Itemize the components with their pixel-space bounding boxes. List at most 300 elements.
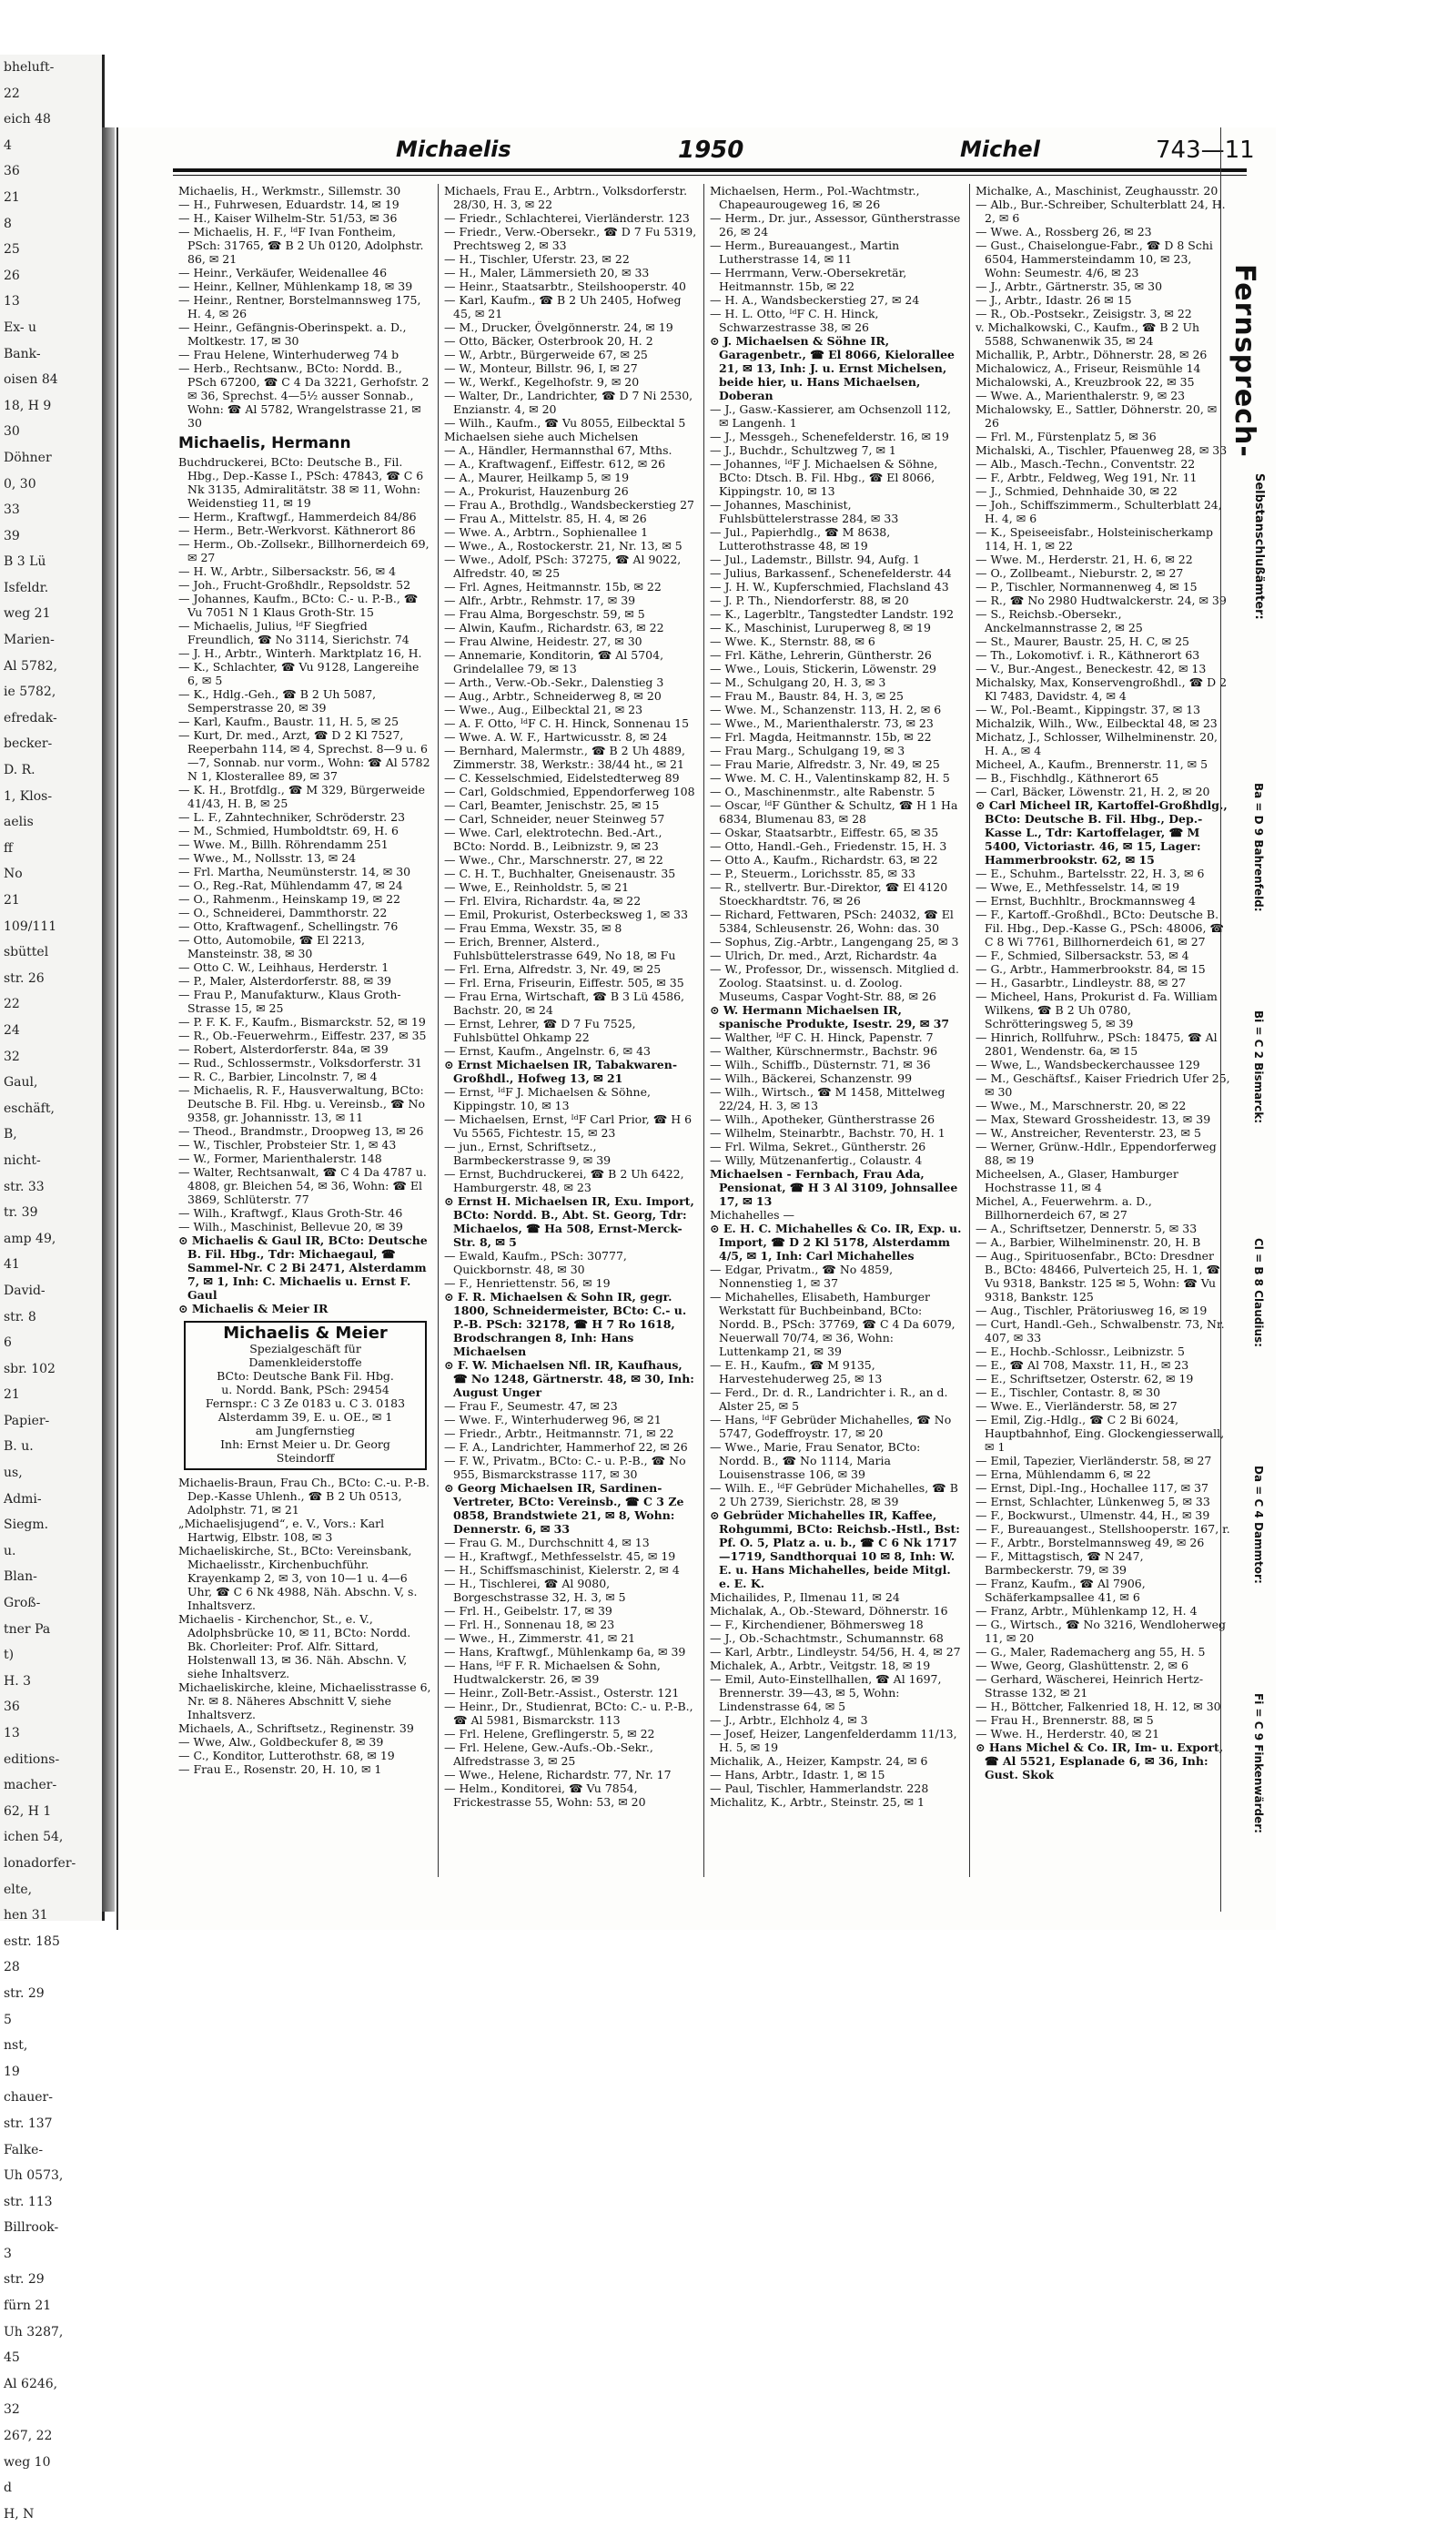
directory-entry: — Wwe., Marie, Frau Senator, BCto: Nordd. B., ☎ No 1114, Maria Louisenstrasse 106, ✉ 39 xyxy=(710,1440,921,1481)
left-page-text-fragment: str. 33 xyxy=(4,1179,45,1194)
directory-entry: — E., Schriftsetzer, Osterstr. 62, ✉ 19 xyxy=(976,1372,1194,1385)
directory-page xyxy=(116,127,1276,1930)
directory-entry: — Otto C. W., Leihhaus, Herderstr. 1 xyxy=(178,960,389,974)
directory-entry: — W., Professor, Dr., wissensch. Mitglied d. Zoolog. Staatsinst. u. d. Zoolog. Museums, Caspar Voght-Str. 88, ✉ 26 xyxy=(710,962,959,1003)
directory-entry: — Joh., Schiffszimmerm., Schulterblatt 24, H. 4, ✉ 6 xyxy=(976,498,1222,525)
advertisement-box xyxy=(184,1321,427,1470)
left-page-text-fragment: eschäft, xyxy=(4,1101,55,1116)
directory-entry: — Annemarie, Konditorin, ☎ Al 5704, Grindelallee 79, ✉ 13 xyxy=(444,648,664,675)
directory-entry: — O., Maschinenmstr., alte Rabenstr. 5 xyxy=(710,785,935,798)
directory-entry: — H. A., Wandsbeckerstieg 27, ✉ 24 xyxy=(710,293,920,307)
directory-entry: — K., Speiseeisfabr., Holsteinischerkamp 114, H. 1, ✉ 22 xyxy=(976,525,1213,553)
directory-entry: — C. Kesselschmied, Eidelstedterweg 89 xyxy=(444,771,680,785)
directory-entry: — Wwe. M., Schanzenstr. 113, H. 2, ✉ 6 xyxy=(710,703,942,716)
directory-entry: — K., Lagerbltr., Tangstedter Landstr. 192 xyxy=(710,607,955,621)
directory-entry: — Carl, Beamter, Jenischstr. 25, ✉ 15 xyxy=(444,798,660,812)
directory-entry: — G., Arbtr., Hammerbrookstr. 84, ✉ 15 xyxy=(976,962,1206,976)
left-page-text-fragment: 0, 30 xyxy=(4,476,36,492)
directory-entry: — F., Kartoff.-Großhdl., BCto: Deutsche B. Fil. Hbg., Dep.-Kasse G., PSch: 48006, ☎ C 8 Wi 7761, Billhornerdeich 61, ✉ 27 xyxy=(976,908,1225,949)
exchange-entry: Da = C 4 Dammtor: xyxy=(1252,1466,1265,1584)
directory-entry: Michalowski, A., Kreuzbrook 22, ✉ 35 xyxy=(976,375,1195,389)
directory-entry: — Heinr., Dr., Studienrat, BCto: C.- u. P.-B., ☎ Al 5981, Bismarckstr. 113 xyxy=(444,1700,693,1727)
directory-entry: Michalzik, Wilh., Ww., Eilbecktal 48, ✉ 23 xyxy=(976,716,1218,730)
left-page-text-fragment: Bank- xyxy=(4,346,41,361)
firm-entry: ⊙ J. Michaelsen & Söhne IR, Garagenbetr., ☎ El 8066, Kieloralleе 21, ✉ 13, Inh: J. u. Ernst Michelsen, beide hier, u. Hans Michaelsen, Doberan xyxy=(710,334,955,402)
directory-entry: — Ernst, Dipl.-Ing., Hochallee 117, ✉ 37 xyxy=(976,1481,1208,1495)
directory-entry: — Carl, Goldschmied, Eppendorferweg 108 xyxy=(444,785,695,798)
directory-entry: — Wwe, Georg, Glashüttenstr. 2, ✉ 6 xyxy=(976,1659,1188,1672)
directory-entry: — J., Arbtr., Gärtnerstr. 35, ✉ 30 xyxy=(976,279,1163,293)
directory-entry: — H. W., Arbtr., Silbersackstr. 56, ✉ 4 xyxy=(178,564,397,578)
directory-entry: — Paul, Tischler, Hammerlandstr. 228 xyxy=(710,1781,929,1795)
left-page-text-fragment: Uh 0573, xyxy=(4,2168,64,2184)
left-page-text-fragment: Groß- xyxy=(4,1596,41,1611)
directory-entry: — Otto A., Kaufm., Richardstr. 63, ✉ 22 xyxy=(710,853,938,867)
left-page-text-fragment: 21 xyxy=(4,189,20,205)
left-page-text-fragment: 22 xyxy=(4,86,20,101)
directory-entry: — Wwe. F., Winterhuderweg 96, ✉ 21 xyxy=(444,1413,662,1426)
directory-entry: — Wwe. M. C. H., Valentinskamp 82, H. 5 xyxy=(710,771,950,785)
left-page-text-fragment: 109/111 xyxy=(4,918,57,934)
directory-entry: — Wwe, E., Reinholdstr. 5, ✉ 21 xyxy=(444,880,630,894)
directory-entry: — Wwe, Alw., Goldbeckufer 8, ✉ 39 xyxy=(178,1735,384,1749)
directory-entry: Michahelles — xyxy=(710,1208,795,1222)
firm-entry: ⊙ Ernst H. Michaelsen IR, Exu. Import, BCto: Nordd. B., Abt. St. Georg, Tdr: Michaelos, ☎ Ha 508, Ernst-Merck-Str. 8, ✉ 5 xyxy=(444,1194,694,1249)
left-page-text-fragment: 33 xyxy=(4,502,20,518)
directory-entry: — A., Barbier, Wilhelminenstr. 20, H. B xyxy=(976,1235,1201,1249)
left-page-text-fragment: ff xyxy=(4,840,13,856)
directory-entry: — Wilh., Apotheker, Güntherstrasse 26 xyxy=(710,1112,935,1126)
directory-entry: — A., Händler, Hermannsthal 67, Mths. xyxy=(444,443,672,457)
left-page-text-fragment: efredak- xyxy=(4,710,57,726)
left-page-text-fragment: 22 xyxy=(4,997,20,1012)
directory-entry: — Wilh. E., ᴵᵈF Gebrüder Michahelles, ☎ B 2 Uh 2739, Sierichstr. 28, ✉ 39 xyxy=(710,1481,958,1508)
directory-entry: — Bernhard, Malermstr., ☎ B 2 Uh 4889, Zimmerstr. 38, Werkstr.: 38/44 ht., ✉ 21 xyxy=(444,744,685,771)
directory-entry: — Wwe. A., Rossberg 26, ✉ 23 xyxy=(976,225,1152,238)
directory-entry: — Karl, Kaufm., ☎ B 2 Uh 2405, Hofweg 45, ✉ 21 xyxy=(444,293,682,320)
directory-entry: — Curt, Handl.-Geh., Schwalbenstr. 73, Nr. 407, ✉ 33 xyxy=(976,1317,1225,1345)
left-page-text-fragment: 13 xyxy=(4,294,20,310)
left-page-text-fragment: No xyxy=(4,867,23,882)
legend-title: Fernsprech- xyxy=(1228,264,1260,458)
left-page-text-fragment: nst, xyxy=(4,2038,28,2054)
running-head xyxy=(118,137,1276,173)
running-head-right: Michel xyxy=(960,137,1040,162)
left-page-text-fragment: editions- xyxy=(4,1751,60,1767)
directory-entry: — Karl, Kaufm., Baustr. 11, H. 5, ✉ 25 xyxy=(178,715,399,728)
running-head-pages: 743—11 xyxy=(1156,137,1255,164)
left-page-text-fragment: 19 xyxy=(4,2064,20,2079)
left-page-text-fragment: Isfeldr. xyxy=(4,580,49,595)
directory-entry: — Gust., Chaiselongue-Fabr., ☎ D 8 Schi 6504, Hammersteindamm 10, ✉ 23, Wohn: Seumestr. 4/6, ✉ 23 xyxy=(976,238,1213,279)
left-page-text-fragment: 39 xyxy=(4,528,20,543)
directory-entry: — Johannes, Maschinist, Fuhlsbüttelerstrasse 284, ✉ 33 xyxy=(710,498,899,525)
directory-entry: — Erich, Brenner, Alsterd., Fuhlsbüttelerstrasse 649, No 18, ✉ Fu xyxy=(444,935,676,962)
left-page-text-fragment: 1, Klos- xyxy=(4,788,53,804)
left-page-text-fragment: 5 xyxy=(4,2012,12,2027)
directory-entry: — Frau G. M., Durchschnitt 4, ✉ 13 xyxy=(444,1536,650,1549)
directory-entry: — Alfr., Arbtr., Rehmstr. 17, ✉ 39 xyxy=(444,594,636,607)
directory-entry: — Frau Marg., Schulgang 19, ✉ 3 xyxy=(710,744,905,757)
directory-entry: — Walter, Dr., Landrichter, ☎ D 7 Ni 2530, Enzianstr. 4, ✉ 20 xyxy=(444,389,693,416)
left-page-text-fragment: tner Pa xyxy=(4,1621,51,1637)
left-page-text-fragment: 36 xyxy=(4,164,20,179)
directory-entry: — K., Schlachter, ☎ Vu 9128, Langereihe 6, ✉ 5 xyxy=(178,660,420,687)
left-page-text-fragment: amp 49, xyxy=(4,1231,56,1246)
directory-entry: — R., stellvertr. Bur.-Direktor, ☎ El 4120 Stoeckhardtstr. 76, ✉ 26 xyxy=(710,880,948,908)
left-page-text-fragment: eich 48 xyxy=(4,112,51,127)
directory-entry: — S., Reichsb.-Obersekr., Anckelmannstrasse 2, ✉ 25 xyxy=(976,607,1143,634)
firm-entry: ⊙ Gebrüder Michahelles IR, Kaffee, Rohgummi, BCto: Reichsb.-Hstl., Bst: Pf. O. 5, Platz a. u. b., ☎ C 6 Nk 1717—1719, Sandthorquai 10 ✉ 8, Inh: W. E. u. Hans Michahelles, beide Mitgl. e. E. K. xyxy=(710,1508,960,1590)
directory-entry: — Gerhard, Wäscherei, Heinrich Hertz-Strasse 132, ✉ 21 xyxy=(976,1672,1204,1700)
directory-entry: — Wilh., Wirtsch., ☎ M 1458, Mittelweg 22/24, H. 3, ✉ 13 xyxy=(710,1085,945,1112)
directory-entry: — Frau A., Mittelstr. 85, H. 4, ✉ 26 xyxy=(444,512,647,525)
directory-entry: — Helm., Konditorei, ☎ Vu 7854, Frickestrasse 55, Wohn: 53, ✉ 20 xyxy=(444,1781,646,1809)
directory-entry: — H., Kraftwgf., Methfesselstr. 45, ✉ 19 xyxy=(444,1549,676,1563)
left-page-text-fragment: becker- xyxy=(4,736,53,752)
directory-entry: — Michahelles, Elisabeth, Hamburger Werkstatt für Buchbeinband, BCto: Nordd. B., PSch: 37769, ☎ C 4 Da 6079, Neuerwall 70/74, ✉ 36, Wohn: Luttenkamp 21, ✉ 39 xyxy=(710,1290,956,1358)
directory-entry: — Wwe. M., Herderstr. 21, H. 6, ✉ 22 xyxy=(976,553,1193,566)
directory-entry: Michalowsky, E., Sattler, Döhnerstr. 20, ✉ 26 xyxy=(976,402,1218,430)
directory-entry: — Herm., Bureauangest., Martin Lutherstrasse 14, ✉ 11 xyxy=(710,238,900,266)
left-page-text-fragment: Gaul, xyxy=(4,1075,38,1091)
left-page-text-fragment: 21 xyxy=(4,893,20,908)
left-page-text-fragment: Admi- xyxy=(4,1491,42,1507)
directory-entry: — Wwe. A., Marienthalerstr. 9, ✉ 23 xyxy=(976,389,1186,402)
directory-entry: — Wwe. A., Arbtrn., Sophienallee 1 xyxy=(444,525,649,539)
directory-entry: — Emil, Tapezier, Vierländerstr. 58, ✉ 27 xyxy=(976,1454,1212,1467)
left-page-text-fragment: str. 137 xyxy=(4,2116,53,2131)
left-page-text-fragment: 26 xyxy=(4,268,20,283)
column-4 xyxy=(970,184,1236,1877)
directory-entry: — M., Drucker, Övelgönnerstr. 24, ✉ 19 xyxy=(444,320,673,334)
directory-entry: Michaelsen, Herm., Pol.-Wachtmstr., Chapeaurougeweg 16, ✉ 26 xyxy=(710,184,920,211)
left-page-text-fragment: D. R. xyxy=(4,763,35,778)
directory-entry: — F., Arbtr., Borstelmannsweg 49, ✉ 26 xyxy=(976,1536,1205,1549)
directory-entry: — F., Schmied, Silbersackstr. 53, ✉ 4 xyxy=(976,949,1189,962)
directory-entry: Michaelis - Kirchenchor, St., e. V., Adolphsbrücke 10, ✉ 11, BCto: Nordd. Bk. Chorleiter: Prof. Alfr. Sittard, Holstenwall 13, ✉ 36. Näh. Abschn. V, siehe Inhaltsverz. xyxy=(178,1612,411,1680)
left-page-text-fragment: fürn 21 xyxy=(4,2299,52,2314)
directory-entry: — Ewald, Kaufm., PSch: 30777, Quickbornstr. 48, ✉ 30 xyxy=(444,1249,627,1276)
firm-entry: ⊙ Michaelis & Meier IR xyxy=(178,1302,329,1315)
directory-entry: — Frau Alma, Borgeschstr. 59, ✉ 5 xyxy=(444,607,645,621)
directory-entry: — Ernst, Buchdruckerei, ☎ B 2 Uh 6422, Hamburgerstr. 48, ✉ 23 xyxy=(444,1167,684,1194)
directory-entry: — Heinr., Kellner, Mühlenkamp 18, ✉ 39 xyxy=(178,279,413,293)
left-page-text-fragment: Al 5782, xyxy=(4,658,58,674)
exchange-entry: Ba = D 9 Bahrenfeld: xyxy=(1252,783,1265,912)
directory-entry: — P. F. K. F., Kaufm., Bismarckstr. 52, ✉ 19 xyxy=(178,1015,426,1029)
left-page-text-fragment: Al 6246, xyxy=(4,2376,58,2391)
directory-entry: — Wwe., Adolf, PSch: 37275, ☎ Al 9022, Alfredstr. 40, ✉ 25 xyxy=(444,553,682,580)
directory-entry: — Hans, ᴵᵈF F. R. Michaelsen & Sohn, Hudtwalckerstr. 26, ✉ 39 xyxy=(444,1659,661,1686)
left-page-text-fragment: 28 xyxy=(4,1960,20,1975)
directory-entry: v. Michalkowski, C., Kaufm., ☎ B 2 Uh 5588, Schwanenwik 35, ✉ 24 xyxy=(976,320,1200,348)
left-page-text-fragment: nicht- xyxy=(4,1152,41,1168)
directory-entry: — W., Monteur, Billstr. 96, I, ✉ 27 xyxy=(444,361,638,375)
directory-entry: — H., Gasarbtr., Lindleystr. 88, ✉ 27 xyxy=(976,976,1187,989)
directory-entry: — Josef, Heizer, Langenfelderdamm 11/13, H. 5, ✉ 19 xyxy=(710,1727,957,1754)
directory-entry: — Johannes, ᴵᵈF J. Michaelsen & Söhne, BCto: Dtsch. B. Fil. Hbg., ☎ El 8066, Kippingstr. 10, ✉ 13 xyxy=(710,457,938,498)
left-page-text-fragment: sbr. 102 xyxy=(4,1361,56,1376)
directory-entry: — F. W., Privatm., BCto: C.- u. P.-B., ☎ No 955, Bismarckstrasse 117, ✉ 30 xyxy=(444,1454,686,1481)
directory-entry: — Frl. Helene, Gew.-Aufs.-Ob.-Sekr., Alfredstrasse 3, ✉ 25 xyxy=(444,1740,653,1768)
left-page-text-fragment: 24 xyxy=(4,1022,20,1038)
directory-entry: — Wwe., Aug., Eilbecktal 21, ✉ 23 xyxy=(444,703,643,716)
directory-entry: — E., Tischler, Contastr. 8, ✉ 30 xyxy=(976,1385,1161,1399)
left-page-text-fragment: 21 xyxy=(4,1387,20,1403)
directory-entry: — F., Bureauangest., Stellshooperstr. 167, r. xyxy=(976,1522,1230,1536)
left-page-text-fragment: B. u. xyxy=(4,1439,34,1455)
directory-entry: — H., Kaiser Wilhelm-Str. 51/53, ✉ 36 xyxy=(178,211,398,225)
directory-entry: — J., Schmied, Dehnhaide 30, ✉ 22 xyxy=(976,484,1178,498)
directory-entry: — Frl. Erna, Alfredstr. 3, Nr. 49, ✉ 25 xyxy=(444,962,662,976)
directory-entry: — Wwe, E., Methfesselstr. 14, ✉ 19 xyxy=(976,880,1180,894)
ad-line: Damenkleiderstoffe xyxy=(248,1355,362,1369)
directory-entry: — Ferd., Dr. d. R., Landrichter i. R., an d. Alster 25, ✉ 5 xyxy=(710,1385,948,1413)
directory-entry: — P., Steuerm., Lorichsstr. 85, ✉ 33 xyxy=(710,867,915,880)
left-page-text-fragment: Blan- xyxy=(4,1569,37,1585)
directory-entry: — Heinr., Staatsarbtr., Steilshooperstr. 40 xyxy=(444,279,687,293)
directory-entry: — H. L. Otto, ᴵᵈF C. H. Hinck, Schwarzestrasse 38, ✉ 26 xyxy=(710,307,879,334)
directory-entry: — R., Ob.-Postsekr., Zeisigstr. 3, ✉ 22 xyxy=(976,307,1192,320)
directory-entry: — E., ☎ Al 708, Maxstr. 11, H., ✉ 23 xyxy=(976,1358,1189,1372)
directory-entry: — Frau Helene, Winterhuderweg 74 b xyxy=(178,348,399,361)
directory-entry: — Hans, Kraftwgf., Mühlenkamp 6a, ✉ 39 xyxy=(444,1645,686,1659)
directory-entry: — C. H. T., Buchhalter, Gneisenaustr. 35 xyxy=(444,867,676,880)
directory-entry: — J. P. Th., Niendorferstr. 88, ✉ 20 xyxy=(710,594,909,607)
directory-entry: — Wilh., Kaufm., ☎ Vu 8055, Eilbecktal 5 xyxy=(444,416,686,430)
directory-entry: — Frau Marie, Alfredstr. 3, Nr. 49, ✉ 25 xyxy=(710,757,940,771)
firm-entry: ⊙ Georg Michaelsen IR, Sardinen-Vertreter, BCto: Vereinsb., ☎ C 3 Ze 0858, Brandstwiete 21, ✉ 8, Wohn: Dennerstr. 6, ✉ 33 xyxy=(444,1481,684,1536)
directory-entry: — Franz, Arbtr., Mühlenkamp 12, H. 4 xyxy=(976,1604,1198,1618)
left-page-text-fragment: str. 29 xyxy=(4,2272,45,2288)
directory-entry: — J., Gasw.-Kassierer, am Ochsenzoll 112, ✉ Langenh. 1 xyxy=(710,402,951,430)
left-page-text-fragment: 32 xyxy=(4,2402,20,2418)
directory-entry: — Frau A., Brothdlg., Wandsbeckerstieg 27 xyxy=(444,498,694,512)
firm-entry: ⊙ Hans Michel & Co. IR, Im- u. Export, ☎ Al 5521, Esplanade 6, ✉ 36, Inh: Gust. Skok xyxy=(976,1740,1224,1781)
directory-entry: Michel, A., Feuerwehrm. a. D., Billhornerdeich 67, ✉ 27 xyxy=(976,1194,1152,1222)
left-page-text-fragment: 25 xyxy=(4,242,20,258)
directory-entry: Michalitz, K., Arbtr., Steinstr. 25, ✉ 1 xyxy=(710,1795,925,1809)
directory-entry: — Carl, Bäcker, Löwenstr. 21, H. 2, ✉ 20 xyxy=(976,785,1210,798)
directory-entry: — Frau E., Rosenstr. 20, H. 10, ✉ 1 xyxy=(178,1762,382,1776)
directory-entry: — P., Tischler, Normannenweg 4, ✉ 15 xyxy=(976,580,1198,594)
directory-entry: — J., Arbtr., Elchholz 4, ✉ 3 xyxy=(710,1713,868,1727)
directory-entry: — Wwe. K., Sternstr. 88, ✉ 6 xyxy=(710,634,875,648)
directory-entry: — Herrmann, Verw.-Obersekretär, Heitmannstr. 15b, ✉ 22 xyxy=(710,266,907,293)
directory-entry: — Michaelis, Julius, ᴵᵈF Siegfried Freundlich, ☎ No 3114, Sierichstr. 74 xyxy=(178,619,410,646)
directory-entry: — Frl. H., Geibelstr. 17, ✉ 39 xyxy=(444,1604,612,1618)
directory-entry: — Arth., Verw.-Ob.-Sekr., Dalenstieg 3 xyxy=(444,675,664,689)
directory-entry: — O., Reg.-Rat, Mühlendamm 47, ✉ 24 xyxy=(178,878,403,892)
left-page-text-fragment: ichen 54, xyxy=(4,1830,64,1845)
left-page-text-fragment: 32 xyxy=(4,1049,20,1064)
directory-entry: — W., Werkf., Kegelhofstr. 9, ✉ 20 xyxy=(444,375,640,389)
directory-entry: — K. H., Brotfdlg., ☎ M 329, Bürgerweide 41/43, H. B, ✉ 25 xyxy=(178,783,426,810)
directory-entry: — F., Kirchendiener, Böhmersweg 18 xyxy=(710,1618,924,1631)
left-page-text-fragment: str. 29 xyxy=(4,1985,45,2001)
left-page-text-fragment: estr. 185 xyxy=(4,1933,60,1949)
directory-entry: — Wilh., Kraftwgf., Klaus Groth-Str. 46 xyxy=(178,1206,403,1220)
firm-entry: ⊙ F. W. Michaelsen Nfl. IR, Kaufhaus, ☎ No 1248, Gärtnerstr. 48, ✉ 30, Inh: August Unger xyxy=(444,1358,694,1399)
left-page-text-fragment: tr. 39 xyxy=(4,1205,38,1221)
directory-entry: — Wwe. H., Herderstr. 40, ✉ 21 xyxy=(976,1727,1160,1740)
directory-entry: — Rud., Schlossermstr., Volksdorferstr. 31 xyxy=(178,1056,422,1070)
directory-entry: — G., Maler, Rademacherg ang 55, H. 5 xyxy=(976,1645,1206,1659)
ad-line: Alsterdamm 39, E. u. OE., ✉ 1 xyxy=(217,1410,393,1424)
directory-entry: — Wwe. Carl, elektrotechn. Bed.-Art., BCto: Nordd. B., Leibnizstr. 9, ✉ 23 xyxy=(444,826,662,853)
directory-entry: Michalak, A., Ob.-Steward, Döhnerstr. 16 xyxy=(710,1604,948,1618)
directory-entry: — E. H., Kaufm., ☎ M 9135, Harvestehuderweg 25, ✉ 13 xyxy=(710,1358,883,1385)
directory-entry: — Oskar, Staatsarbtr., Eiffestr. 65, ✉ 35 xyxy=(710,826,939,839)
directory-entry: Michalsky, Max, Konservengroßhdl., ☎ D 2 Kl 7483, Davidstr. 4, ✉ 4 xyxy=(976,675,1228,703)
directory-entry: — J., Ob.-Schachtmstr., Schumannstr. 68 xyxy=(710,1631,944,1645)
directory-entry: — F. A., Landrichter, Hammerhof 22, ✉ 26 xyxy=(444,1440,688,1454)
directory-entry: — F., Henriettenstr. 56, ✉ 19 xyxy=(444,1276,611,1290)
directory-entry: — Franz, Kaufm., ☎ Al 7906, Schäferkampsallee 41, ✉ 6 xyxy=(976,1577,1146,1604)
directory-entry: — Otto, Bäcker, Osterbrook 20, H. 2 xyxy=(444,334,653,348)
ad-line: am Jungfernstieg xyxy=(255,1424,356,1437)
ad-line: BCto: Deutsche Bank Fil. Hbg. xyxy=(217,1369,394,1383)
left-page-text-fragment: 45 xyxy=(4,2350,20,2366)
directory-entry: — Frl. Erna, Friseurin, Eiffestr. 505, ✉ 35 xyxy=(444,976,684,989)
directory-entry: Michalke, A., Maschinist, Zeughausstr. 20 xyxy=(976,184,1218,198)
directory-entry: — W., Pol.-Beamt., Kippingstr. 37, ✉ 13 xyxy=(976,703,1201,716)
ad-title: Michaelis & Meier xyxy=(223,1324,388,1343)
directory-entry: — J. H., Arbtr., Winterh. Marktplatz 16, H. xyxy=(178,646,422,660)
directory-entry: Buchdruckerei, BCto: Deutsche B., Fil. Hbg., Dep.-Kasse I., PSch: 47843, ☎ C 6 Nk 3135, Admiralitätstr. 38 ✉ 11, Wohn: Weidenstieg 11, ✉ 19 xyxy=(178,455,424,510)
directory-entry: — Frl. Helene, Greflingerstr. 5, ✉ 22 xyxy=(444,1727,655,1740)
directory-entry: — A., Schriftsetzer, Dennerstr. 5, ✉ 33 xyxy=(976,1222,1198,1235)
running-head-year: 1950 xyxy=(678,137,744,164)
left-page-text-fragment: 36 xyxy=(4,1700,20,1715)
directory-entry: — Ernst, Buchhltr., Brockmannsweg 4 xyxy=(976,894,1196,908)
book-spine xyxy=(102,127,115,1912)
directory-entry: Michaels, Frau E., Arbtrn., Volksdorferstr. 28/30, H. 3, ✉ 22 xyxy=(444,184,688,211)
directory-entry: — Ernst, ᴵᵈF J. Michaelsen & Söhne, Kippingstr. 10, ✉ 13 xyxy=(444,1085,651,1112)
directory-entry: Michalek, A., Arbtr., Veitgstr. 18, ✉ 19 xyxy=(710,1659,931,1672)
directory-entry: — Emil, Auto-Einstellhallen, ☎ Al 1697, Brennerstr. 39—43, ✉ 5, Wohn: Lindenstrasse 64, ✉ 5 xyxy=(710,1672,942,1713)
directory-entry: — Th., Lokomotivf. i. R., Käthnerort 63 xyxy=(976,648,1200,662)
left-page-text-fragment: hen 31 xyxy=(4,1908,48,1923)
directory-entry: — Carl, Schneider, neuer Steinweg 57 xyxy=(444,812,665,826)
directory-entry: — Otto, Kraftwagenf., Schellingstr. 76 xyxy=(178,919,399,933)
firm-entry: ⊙ F. R. Michaelsen & Sohn IR, gegr. 1800, Schneidermeister, BCto: C.- u. P.-B. PSch: 32178, ☎ H 7 Ro 1618, Brodschrangen 8, Inh: Hans Michaelsen xyxy=(444,1290,687,1358)
directory-entry: — Heinr., Gefängnis-Oberinspekt. a. D., Moltkestr. 17, ✉ 30 xyxy=(178,320,407,348)
left-page-text-fragment: str. 26 xyxy=(4,970,45,986)
directory-entry: — Wwe., Chr., Marschnerstr. 27, ✉ 22 xyxy=(444,853,663,867)
directory-entry: Micheelsen, A., Glaser, Hamburger Hochstrasse 11, ✉ 4 xyxy=(976,1167,1178,1194)
directory-entry: — A. F. Otto, ᴵᵈF C. H. Hinck, Sonnenau 15 xyxy=(444,716,690,730)
directory-entry: — Michaelis, R. F., Hausverwaltung, BCto: Deutsche B. Fil. Hbg. u. Vereinsb., ☎ No 9358, gr. Johannisstr. 13, ✉ 11 xyxy=(178,1083,425,1124)
directory-entry: — P., Maler, Alsterdorferstr. 88, ✉ 39 xyxy=(178,974,391,988)
directory-entry: — Erna, Mühlendamm 6, ✉ 22 xyxy=(976,1467,1151,1481)
directory-entry: — H., Schiffsmaschinist, Kielerstr. 2, ✉ 4 xyxy=(444,1563,680,1577)
directory-entry: — Ernst, Lehrer, ☎ D 7 Fu 7525, Fuhlsbüttel Ohkamp 22 xyxy=(444,1017,636,1044)
directory-entry: — Herb., Rechtsanw., BCto: Nordd. B., PSch 67200, ☎ C 4 Da 3221, Gerhofstr. 2 ✉ 36, Sprechst. 4—5½ ausser Sonnab., Wohn: ☎ Al 5782, Wrangelstrasse 21, ✉ 30 xyxy=(178,361,430,430)
left-page-text-fragment: 62, H 1 xyxy=(4,1803,52,1819)
firm-entry: ⊙ Michaelis & Gaul IR, BCto: Deutsche B. Fil. Hbg., Tdr: Michaegaul, ☎ Sammel-Nr. C 2 Bi 2471, Alsterdamm 7, ✉ 1, Inh: C. Michaelis u. Ernst F. Gaul xyxy=(178,1233,428,1302)
directory-entry: — W., Tischler, Probsteier Str. 1, ✉ 43 xyxy=(178,1138,397,1152)
directory-entry: — Walther, Kürschnermstr., Bachstr. 96 xyxy=(710,1044,938,1058)
directory-entry: — Aug., Spirituosenfabr., BCto: Dresdner B., BCto: 48466, Pulverteich 25, H. 1, ☎ Vu 9318, Bankstr. 125 ✉ 5, Wohn: ☎ Vu 9318, Bankstr. 125 xyxy=(976,1249,1221,1304)
directory-entry: — Herm., Kraftwgf., Hammerdeich 84/86 xyxy=(178,510,417,523)
ad-line: Spezialgeschäft für xyxy=(249,1342,361,1355)
directory-entry: — Wwe., Louis, Stickerin, Löwenstr. 29 xyxy=(710,662,936,675)
exchange-entry: Cl = B 8 Claudius: xyxy=(1252,1238,1265,1347)
entry-heading: Michaelis, Hermann xyxy=(178,434,351,452)
directory-entry: — Frau H., Brennerstr. 88, ✉ 5 xyxy=(976,1713,1154,1727)
directory-entry: — K., Hdlg.-Geh., ☎ B 2 Uh 5087, Semperstrasse 20, ✉ 39 xyxy=(178,687,377,715)
directory-entry: — Theod., Brandmstr., Droopweg 13, ✉ 26 xyxy=(178,1124,424,1138)
directory-entry: — Jul., Papierhdlg., ☎ M 8638, Lutterothstrasse 48, ✉ 19 xyxy=(710,525,891,553)
directory-entry: — M., Geschäftsf., Kaiser Friedrich Ufer 25, ✉ 30 xyxy=(976,1071,1230,1099)
left-page-text-fragment: Siegm. xyxy=(4,1517,49,1533)
directory-entry: — Alb., Masch.-Techn., Conventstr. 22 xyxy=(976,457,1196,471)
directory-entry: — Hans, ᴵᵈF Gebrüder Michahelles, ☎ No 5747, Godeffroystr. 17, ✉ 20 xyxy=(710,1413,952,1440)
directory-entry: — Aug., Tischler, Prätoriusweg 16, ✉ 19 xyxy=(976,1304,1208,1317)
left-page-text-fragment: Papier- xyxy=(4,1413,50,1428)
left-page-text-fragment: B, xyxy=(4,1127,17,1142)
directory-entry: — Emil, Prokurist, Osterbecksweg 1, ✉ 33 xyxy=(444,908,689,921)
directory-entry: — Frl. Magda, Heitmannstr. 15b, ✉ 22 xyxy=(710,730,932,744)
directory-entry: — Otto, Handl.-Geh., Friedenstr. 15, H. 3 xyxy=(710,839,947,853)
directory-entry: — Willy, Mützenanfertig., Colaustr. 4 xyxy=(710,1153,923,1167)
directory-entry: — Emil, Zig.-Hdlg., ☎ C 2 Bi 6024, Hauptbahnhof, Eing. Glockengiesserwall, ✉ 1 xyxy=(976,1413,1225,1454)
directory-entry: — E., Schuhm., Bartelsstr. 22, H. 3, ✉ 6 xyxy=(976,867,1205,880)
directory-entry: — Otto, Automobile, ☎ El 2213, Mansteinstr. 38, ✉ 30 xyxy=(178,933,366,960)
directory-entry: — Wwe., M., Marienthalerstr. 73, ✉ 23 xyxy=(710,716,934,730)
directory-entry: — Frl. Martha, Neumünsterstr. 14, ✉ 30 xyxy=(178,865,411,878)
directory-entry: — J., Buchdr., Schultzweg 7, ✉ 1 xyxy=(710,443,896,457)
firm-entry: ⊙ Ernst Michaelsen IR, Tabakwaren-Großhdl., Hofweg 13, ✉ 21 xyxy=(444,1058,678,1085)
left-page-text-fragment: Ex- u xyxy=(4,320,37,335)
left-page-text-fragment: 41 xyxy=(4,1257,20,1273)
left-page-text-fragment: weg 10 xyxy=(4,2454,51,2470)
directory-entry: — Karl, Arbtr., Lindleystr. 54/56, H. 4, ✉ 27 xyxy=(710,1645,961,1659)
directory-entry: — Wwe., H., Zimmerstr. 41, ✉ 21 xyxy=(444,1631,636,1645)
directory-entry: — Wwe., Helene, Richardstr. 77, Nr. 17 xyxy=(444,1768,672,1781)
left-page-fragment xyxy=(0,55,105,2522)
ad-line: Inh: Ernst Meier u. Dr. Georg Steindorff xyxy=(220,1437,390,1465)
directory-entry: Michalski, A., Tischler, Pfauenweg 28, ✉ 33 xyxy=(976,443,1228,457)
directory-entry: — Walther, ᴵᵈF C. H. Hinck, Papenstr. 7 xyxy=(710,1030,934,1044)
directory-entry: — Wwe., A., Rostockerstr. 21, Nr. 13, ✉ 5 xyxy=(444,539,682,553)
directory-entry: — H., Böttcher, Falkenried 18, H. 12, ✉ 30 xyxy=(976,1700,1221,1713)
directory-entry: — Frl. Käthe, Lehrerin, Güntherstr. 26 xyxy=(710,648,932,662)
left-page-text-fragment: David- xyxy=(4,1283,46,1298)
directory-entry: — Hans, Arbtr., Idastr. 1, ✉ 15 xyxy=(710,1768,885,1781)
directory-entry: — Frl. M., Fürstenplatz 5, ✉ 36 xyxy=(976,430,1157,443)
directory-entry: — H., Maler, Lämmersieth 20, ✉ 33 xyxy=(444,266,650,279)
firm-entry: ⊙ Carl Micheel IR, Kartoffel-Großhdlg., BCto: Deutsche B. Fil. Hbg., Dep.-Kasse L., Tdr: Kartoffelager, ☎ M 5400, Victoriastr. 46, ✉ 15, Lager: Hammerbrookstr. 62, ✉ 15 xyxy=(976,798,1228,867)
directory-entry: — L. F., Zahntechniker, Schröderstr. 23 xyxy=(178,810,406,824)
directory-entry: Michaeliskirche, kleine, Michaelisstrasse 6, Nr. ✉ 8. Näheres Abschnitt V, siehe Inhaltsverz. xyxy=(178,1680,431,1721)
directory-entry: — Wwe. E., Vierländerstr. 58, ✉ 27 xyxy=(976,1399,1178,1413)
directory-entry: Michaelis, H., Werkmstr., Sillemstr. 30 xyxy=(178,184,401,198)
left-page-text-fragment: chauer- xyxy=(4,2090,53,2106)
directory-entry: — Frl. Agnes, Heitmannstr. 15b, ✉ 22 xyxy=(444,580,662,594)
directory-entry: — J. H. W., Kupferschmied, Flachsland 43 xyxy=(710,580,949,594)
directory-entry: Michaelsen siehe auch Michelsen xyxy=(444,430,639,443)
directory-entry: — Herm., Ob.-Zollsekr., Billhornerdeich 69, ✉ 27 xyxy=(178,537,430,564)
directory-entry: — H., Tischlerei, ☎ Al 9080, Borgeschstrasse 32, H. 3, ✉ 5 xyxy=(444,1577,626,1604)
left-page-text-fragment: t) xyxy=(4,1648,15,1663)
directory-entry: — F., Mittagstisch, ☎ N 247, Barmbeckerstr. 79, ✉ 39 xyxy=(976,1549,1144,1577)
directory-entry: Michalowicz, A., Friseur, Reismühle 14 xyxy=(976,361,1201,375)
exchange-entry: Bi = C 2 Bismarck: xyxy=(1252,1010,1265,1123)
directory-entry: — Ernst, Kaufm., Angelnstr. 6, ✉ 43 xyxy=(444,1044,652,1058)
